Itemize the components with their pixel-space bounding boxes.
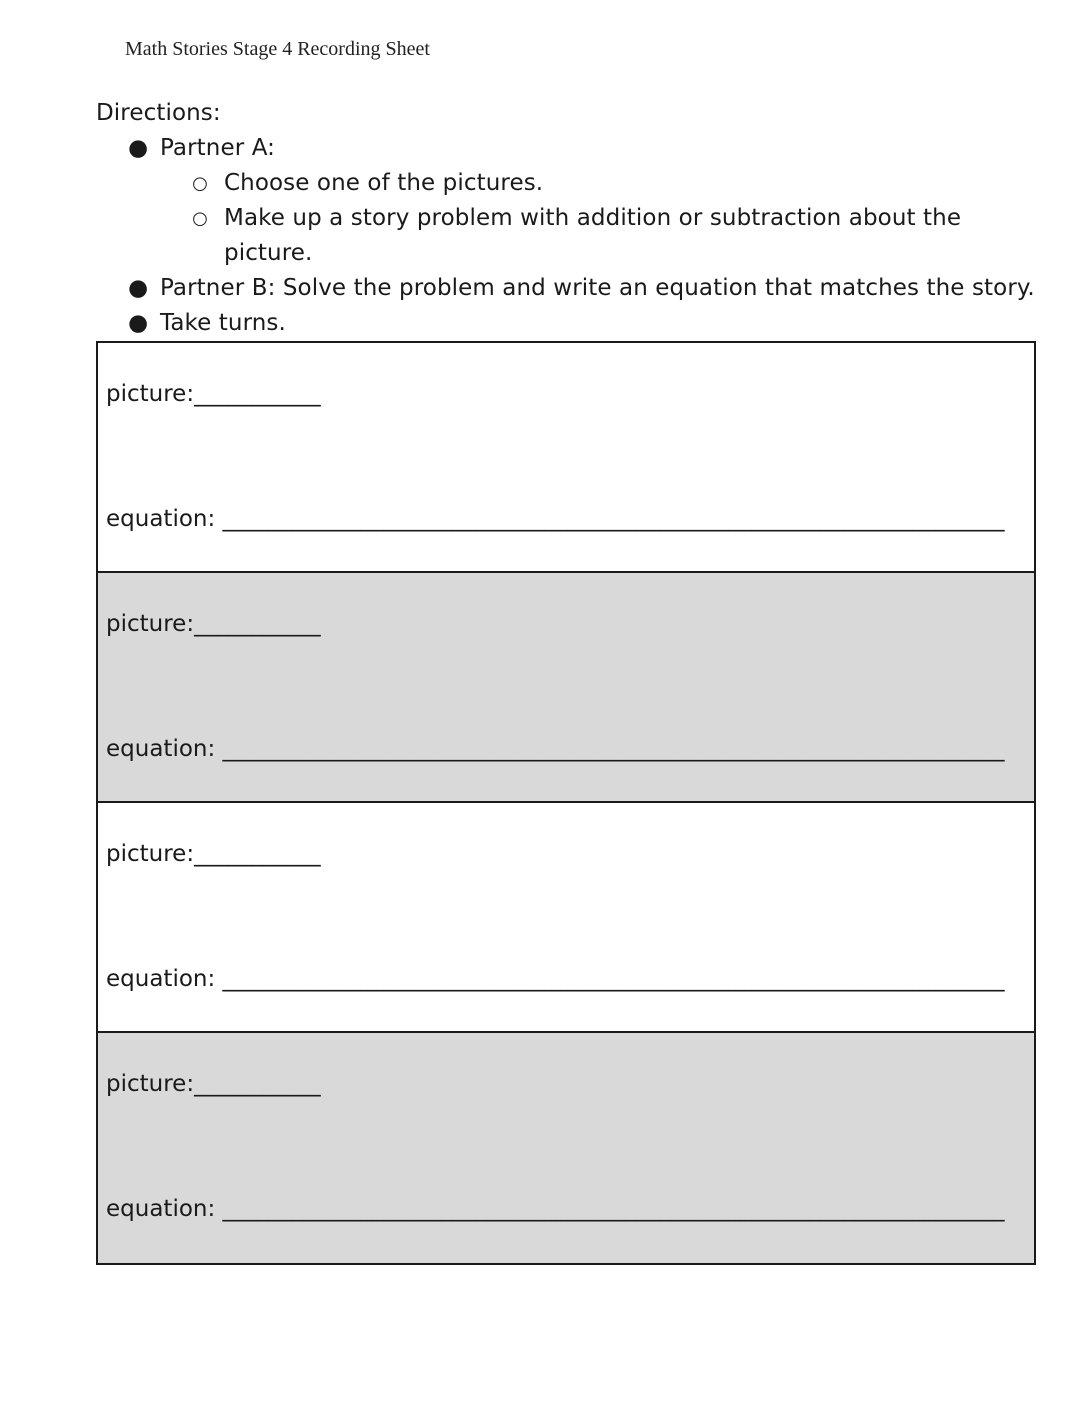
list-item-take-turns xyxy=(96,306,1056,341)
bullet-icon: ● xyxy=(128,275,149,301)
hollow-bullet-icon: ○ xyxy=(192,208,208,229)
picture-field[interactable]: picture:___________ xyxy=(106,611,321,637)
bullet-icon: ● xyxy=(128,135,149,161)
list-item-partner-b xyxy=(96,271,1056,306)
sub-list-item-text: Make up a story problem with addition or subtraction about the picture. xyxy=(224,205,962,266)
equation-field[interactable]: equation: ____________________________________________________________________ xyxy=(106,506,1005,532)
recording-row xyxy=(98,343,1034,573)
sub-list xyxy=(160,166,1056,271)
directions-section xyxy=(96,96,1056,341)
equation-field[interactable]: equation: ____________________________________________________________________ xyxy=(106,966,1005,992)
directions-list xyxy=(96,131,1056,341)
sub-list-item-text: Choose one of the pictures. xyxy=(224,170,544,196)
list-item-text: Partner A: xyxy=(160,135,275,161)
list-item-text: Take turns. xyxy=(160,310,286,336)
recording-row xyxy=(98,803,1034,1033)
hollow-bullet-icon: ○ xyxy=(192,173,208,194)
sub-list-item xyxy=(160,201,1056,271)
list-item-text: Partner B: Solve the problem and write an equation that matches the story. xyxy=(160,275,1035,301)
directions-title: Directions: xyxy=(96,100,221,126)
equation-field[interactable]: equation: ____________________________________________________________________ xyxy=(106,1196,1005,1222)
page-header: Math Stories Stage 4 Recording Sheet xyxy=(125,38,430,60)
recording-row xyxy=(98,573,1034,803)
recording-table xyxy=(96,341,1036,1265)
picture-field[interactable]: picture:___________ xyxy=(106,841,321,867)
picture-field[interactable]: picture:___________ xyxy=(106,1071,321,1097)
sub-list-item xyxy=(160,166,1056,201)
bullet-icon: ● xyxy=(128,310,149,336)
equation-field[interactable]: equation: ____________________________________________________________________ xyxy=(106,736,1005,762)
recording-row xyxy=(98,1033,1034,1263)
list-item-partner-a xyxy=(96,131,1056,271)
picture-field[interactable]: picture:___________ xyxy=(106,381,321,407)
